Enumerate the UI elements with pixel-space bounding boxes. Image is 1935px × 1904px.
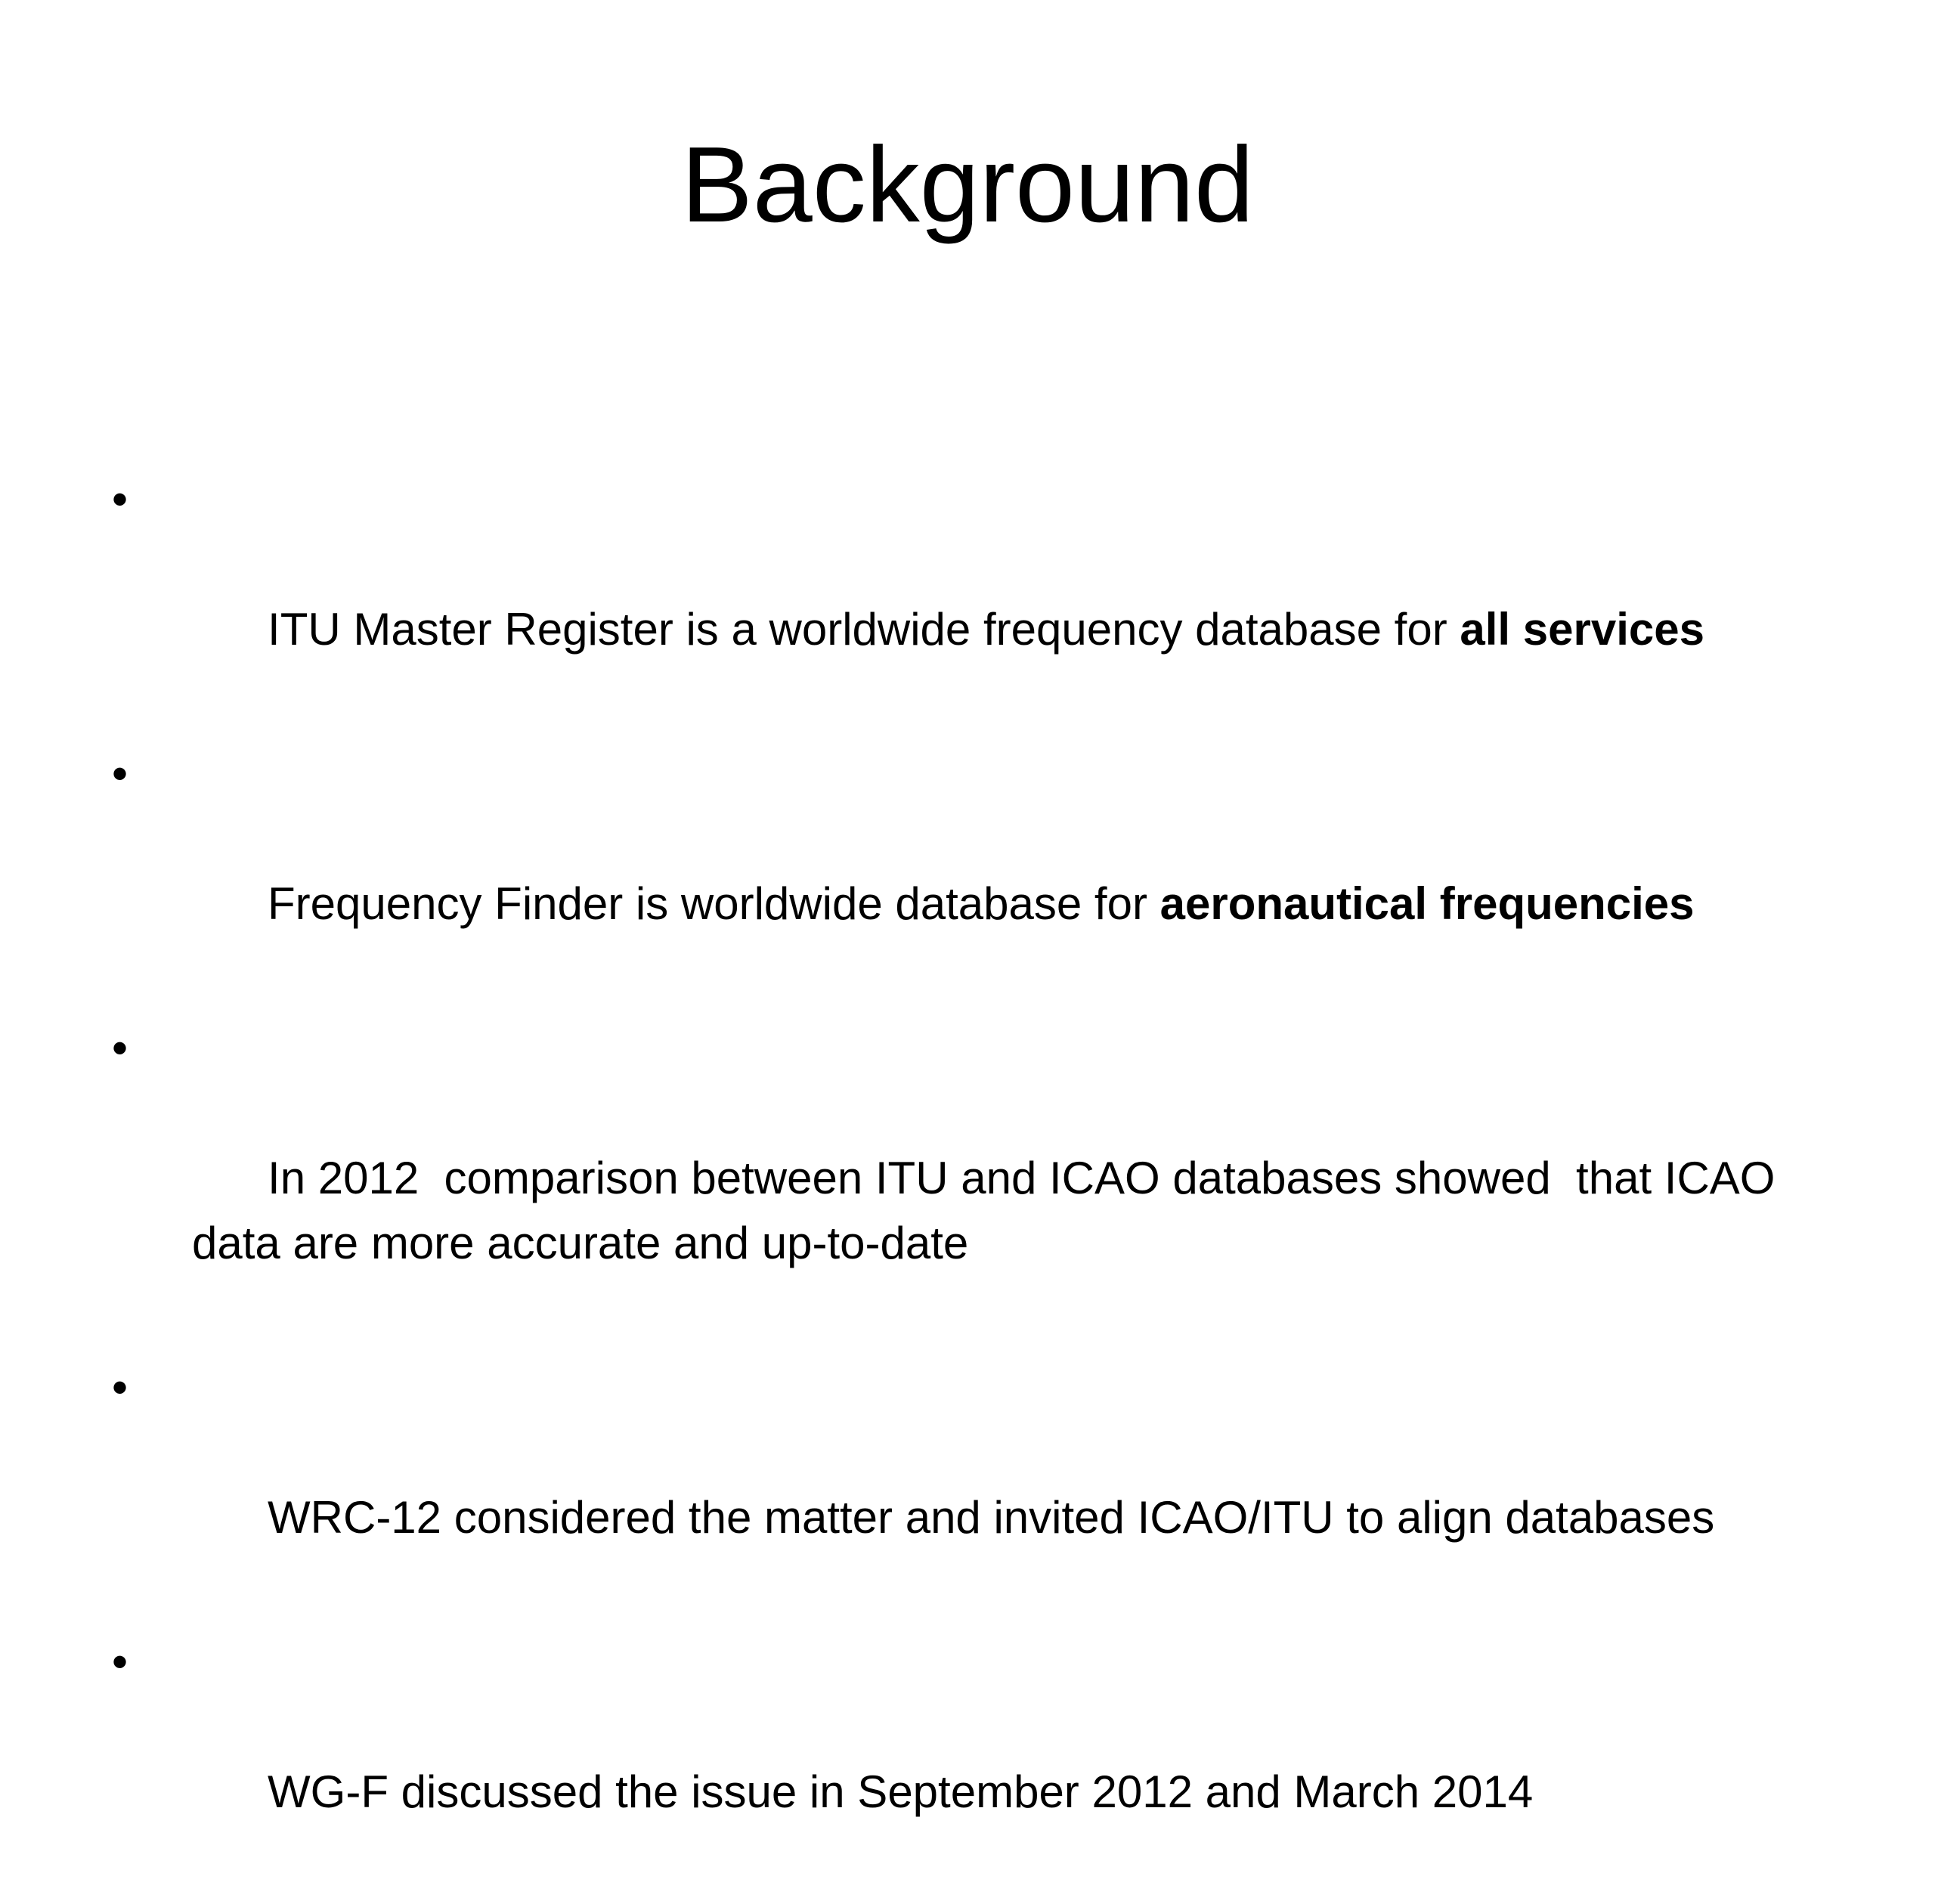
bullet-text: In 2012 comparison between ITU and ICAO databases showed that ICAO data are more accurate and up-to-date (192, 1153, 1788, 1268)
bullet-marker: • (112, 1023, 128, 1073)
bullet-item (112, 467, 1850, 727)
bullet-text: Frequency Finder is worldwide database for (268, 878, 1160, 929)
bullet-text: WG-F discussed the issue in September 2012 and March 2014 (268, 1766, 1534, 1817)
bullet-item (112, 1016, 1850, 1341)
slide-title: Background (681, 125, 1254, 245)
bullet-item (112, 741, 1850, 1002)
bullet-item (112, 1630, 1850, 1890)
bullet-item (112, 1355, 1850, 1615)
bullet-marker: • (112, 1636, 128, 1687)
bullet-text: WRC-12 considered the matter and invited ICAO/ITU to align databases (268, 1492, 1715, 1543)
bullet-marker: • (112, 748, 128, 799)
bullet-bold-text: all services (1460, 604, 1704, 655)
bullet-list (112, 467, 1850, 1904)
bullet-bold-text: aeronautical frequencies (1159, 878, 1695, 929)
bullet-marker: • (112, 474, 128, 525)
bullet-text: ITU Master Register is a worldwide frequency database for (268, 604, 1460, 655)
bullet-marker: • (112, 1362, 128, 1413)
